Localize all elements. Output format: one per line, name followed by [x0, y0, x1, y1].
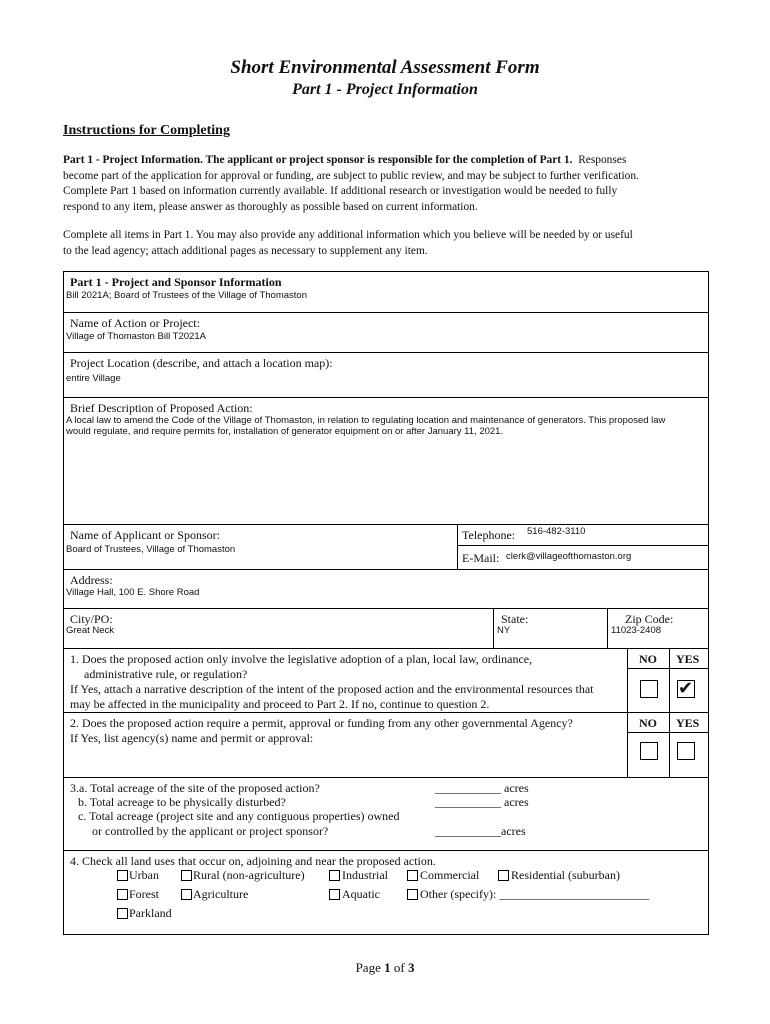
page-total: 3	[407, 960, 415, 975]
instructions-paragraph-2	[63, 228, 713, 259]
zip-label: Zip Code:	[625, 612, 674, 626]
q2-no-header: NO	[639, 716, 657, 730]
q2-yes-checkbox[interactable]	[677, 742, 695, 760]
q1-no-checkbox[interactable]	[640, 680, 658, 698]
description-field[interactable]	[66, 415, 706, 437]
state-label: State:	[501, 612, 529, 626]
rural-checkbox[interactable]	[181, 870, 192, 881]
q3b-label: b. Total acreage to be physically disturbed?	[78, 795, 286, 809]
industrial-label: Industrial	[342, 868, 388, 882]
q1-line-3: If Yes, attach a narrative description of the intent of the proposed action and the environmental resources that	[70, 682, 594, 696]
telephone-label: Telephone:	[462, 528, 516, 542]
q1-yes-header: YES	[676, 652, 700, 666]
agriculture-label: Agriculture	[193, 887, 249, 901]
q2-line-1: 2. Does the proposed action require a permit, approval or funding from any other governmental Agency?	[70, 716, 573, 730]
q2-no-checkbox[interactable]	[640, 742, 658, 760]
p1-line2: become part of the application for approval or funding, are subject to public review, and may be subject to further verification.	[63, 169, 639, 182]
q4-label: 4. Check all land uses that occur on, adjoining and near the proposed action.	[70, 854, 436, 868]
urban-label: Urban	[129, 868, 159, 882]
parkland-label: Parkland	[129, 906, 172, 920]
state-field[interactable]: NY	[497, 625, 511, 636]
city-field[interactable]: Great Neck	[66, 625, 115, 636]
description-line-1: A local law to amend the Code of the Village of Thomaston, in relation to regulating location and maintenance of generators. This proposed law	[66, 415, 666, 426]
zip-field[interactable]: 11023-2408	[611, 625, 662, 636]
page-of: of	[393, 960, 405, 975]
aquatic-label: Aquatic	[342, 887, 380, 901]
instructions-heading: Instructions for Completing	[63, 123, 230, 138]
part1-lead-text: Part 1 - Project Information. The applicant or project sponsor is responsible for the completion of Part 1.	[63, 154, 573, 166]
project-information-form	[63, 271, 709, 935]
form-subtitle: Part 1 - Project Information	[292, 81, 478, 98]
applicant-field[interactable]: Board of Trustees, Village of Thomaston	[66, 544, 236, 555]
q1-line-4: may be affected in the municipality and proceed to Part 2. If no, continue to question 2.	[70, 697, 490, 711]
aquatic-checkbox[interactable]	[329, 889, 340, 900]
instructions-paragraph-1	[63, 153, 713, 215]
email-field[interactable]: clerk@villageofthomaston.org	[506, 551, 632, 562]
page-number: 1	[384, 960, 391, 975]
q3b-acres-field[interactable]: ___________ acres	[435, 795, 529, 809]
checkmark-icon: ✔	[677, 677, 694, 699]
page-prefix: Page	[355, 960, 381, 975]
commercial-label: Commercial	[420, 868, 480, 882]
p2-line1: Complete all items in Part 1. You may also provide any additional information which you believe will be needed by or useful	[63, 229, 633, 241]
q1-line-1: 1. Does the proposed action only involve the legislative adoption of a plan, local law, ordinance,	[70, 652, 533, 666]
q3c-line-2: or controlled by the applicant or project sponsor?	[92, 824, 329, 838]
description-label: Brief Description of Proposed Action:	[70, 401, 253, 415]
p2-line2: to the lead agency; attach additional pages as necessary to supplement any item.	[63, 244, 428, 257]
q1-no-header: NO	[639, 652, 657, 666]
q2-line-2: If Yes, list agency(s) name and permit or approval:	[70, 731, 314, 745]
industrial-checkbox[interactable]	[329, 870, 340, 881]
residential-checkbox[interactable]	[498, 870, 509, 881]
forest-label: Forest	[129, 887, 159, 901]
p1-line1-rest: Responses	[578, 154, 627, 166]
email-label: E-Mail:	[462, 551, 500, 565]
description-line-2: would regulate, and require permits for, installation of generator equipment on or after January 11, 2021.	[66, 426, 504, 437]
section-title: Part 1 - Project and Sponsor Information	[70, 275, 282, 289]
commercial-checkbox[interactable]	[407, 870, 418, 881]
other-checkbox[interactable]	[407, 889, 418, 900]
q3a-acres-field[interactable]: ___________ acres	[435, 781, 529, 795]
q1-yes-checkbox[interactable]	[677, 677, 695, 699]
q3a-label: 3.a. Total acreage of the site of the proposed action?	[70, 781, 320, 795]
address-field[interactable]: Village Hall, 100 E. Shore Road	[66, 587, 200, 598]
project-location-label: Project Location (describe, and attach a location map):	[70, 356, 333, 370]
urban-checkbox[interactable]	[117, 870, 128, 881]
telephone-field[interactable]: 516-482-3110	[527, 526, 586, 537]
section-title-value[interactable]: Bill 2021A; Board of Trustees of the Village of Thomaston	[66, 290, 307, 301]
p1-line4: respond to any item, please answer as thoroughly as possible based on current information.	[63, 200, 478, 213]
project-location-field[interactable]: entire Village	[66, 373, 121, 384]
forest-checkbox[interactable]	[117, 889, 128, 900]
applicant-label: Name of Applicant or Sponsor:	[70, 528, 220, 542]
other-label: Other (specify): _________________________	[420, 887, 650, 901]
action-name-label: Name of Action or Project:	[70, 316, 200, 330]
q2-yes-header: YES	[676, 716, 700, 730]
city-label: City/PO:	[70, 612, 113, 626]
form-title: Short Environmental Assessment Form	[230, 57, 540, 78]
q3c-acres-field[interactable]: ___________acres	[435, 824, 526, 838]
address-label: Address:	[70, 573, 113, 587]
rural-label: Rural (non-agriculture)	[193, 868, 305, 882]
q3c-line-1: c. Total acreage (project site and any contiguous properties) owned	[78, 809, 400, 823]
parkland-checkbox[interactable]	[117, 908, 128, 919]
residential-label: Residential (suburban)	[511, 868, 620, 882]
q1-line-2: administrative rule, or regulation?	[84, 667, 248, 681]
p1-line3: Complete Part 1 based on information currently available. If additional research or investigation would be needed to fully	[63, 185, 618, 197]
action-name-field[interactable]: Village of Thomaston Bill T2021A	[66, 331, 206, 342]
agriculture-checkbox[interactable]	[181, 889, 192, 900]
page-footer	[0, 960, 770, 976]
